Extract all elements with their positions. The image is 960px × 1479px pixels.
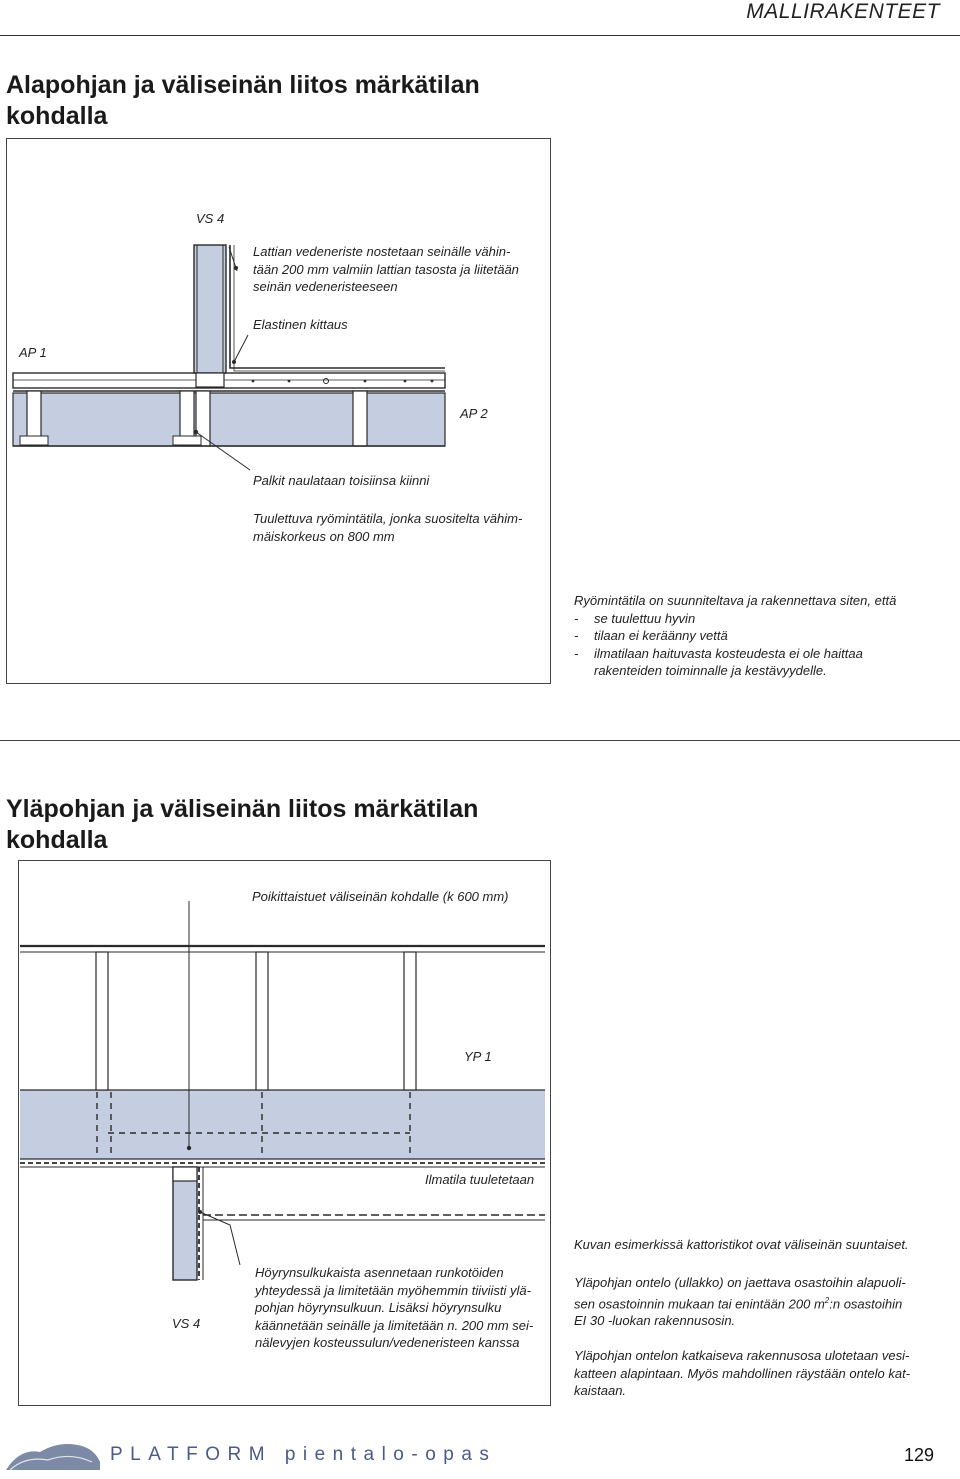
section1-title-line2: kohdalla <box>6 102 108 130</box>
page-number: 129 <box>903 1445 934 1465</box>
note-beams: Palkit naulataan toisiinsa kiinni <box>253 473 430 488</box>
crawlspace-continuation: rakenteiden toiminnalle ja kestävyydelle. <box>594 663 827 678</box>
section2-title-line1: Yläpohjan ja väliseinän liitos märkätilan <box>6 795 479 823</box>
label-vs4: VS 4 <box>196 211 225 226</box>
section2-title <box>6 794 478 856</box>
label-yp1: YP 1 <box>464 1049 492 1064</box>
label-vs4-lower: VS 4 <box>172 1316 201 1331</box>
floor-deck <box>13 373 445 388</box>
note-trusses: Poikittaistuet väliseinän kohdalle (k 600 mm) <box>252 889 509 904</box>
side-note-2: Yläpohjan ontelo (ullakko) on jaettava osastoihin alapuoli- sen osastoinnin mukaan tai enintään 200 $m^2:n$ osastoihin EI 30 -luokan rakennusosin. <box>574 1275 906 1329</box>
section-separator <box>0 740 960 741</box>
note-waterproof: Lattian vedeneriste nostetaan seinälle vähin- tään 200 mm valmiin lattian tasosta ja liitetään seinän vedeneristeeseen <box>253 244 519 294</box>
floor-insulation <box>13 393 445 446</box>
side-note-1: Kuvan esimerkissä kattoristikot ovat väliseinän suuntaiset. <box>574 1237 909 1252</box>
list-item: - se tuulettuu hyvin <box>574 610 954 628</box>
wall-vs4 <box>194 245 226 373</box>
label-ap2: AP 2 <box>460 406 488 421</box>
side-note-3: Yläpohjan ontelon katkaiseva rakennusosa ulotetaan vesi- katteen alapintaan. Myös mahdollinen räystään ontelo kat- kaistaan. <box>574 1348 911 1398</box>
list-item: - tilaan ei keräänny vettä <box>574 627 954 645</box>
list-item: - ilmatilaan haituvasta kosteudesta ei ole haittaa <box>574 645 954 663</box>
note-air: Ilmatila tuuletetaan <box>425 1172 535 1187</box>
crawlspace-requirements <box>574 592 954 680</box>
running-header: MALLIRAKENTEET <box>746 0 940 23</box>
note-crawlspace: Tuulettuva ryömintätila, jonka suositelta vähim- mäiskorkeus on 800 mm <box>253 511 523 544</box>
platform-logo-shape <box>6 1444 100 1470</box>
crawlspace-bullets <box>574 610 954 663</box>
note-vapour-barrier: Höyrynsulkukaista asennetaan runkotöiden yhteydessä ja limitetään myöhemmin tiiviisti ylä- pohjan höyrynsulkuun. Lisäksi höyrynsulku käännetään seinälle ja limitetään n. 200 mm sei- nälevyjen kosteussulun/vedeneristeen kanssa <box>255 1265 534 1350</box>
section2-title-line2: kohdalla <box>6 826 108 854</box>
floor-joist <box>353 391 367 446</box>
label-ap1: AP 1 <box>19 345 47 360</box>
footer-brand: PLATFORM pientalo-opas <box>110 1444 497 1465</box>
crawlspace-intro: Ryömintätila on suunniteltava ja rakennettava siten, että <box>574 593 897 608</box>
note-sealant: Elastinen kittaus <box>253 317 348 332</box>
section1-title-line1: Alapohjan ja väliseinän liitos märkätilan <box>6 71 480 99</box>
